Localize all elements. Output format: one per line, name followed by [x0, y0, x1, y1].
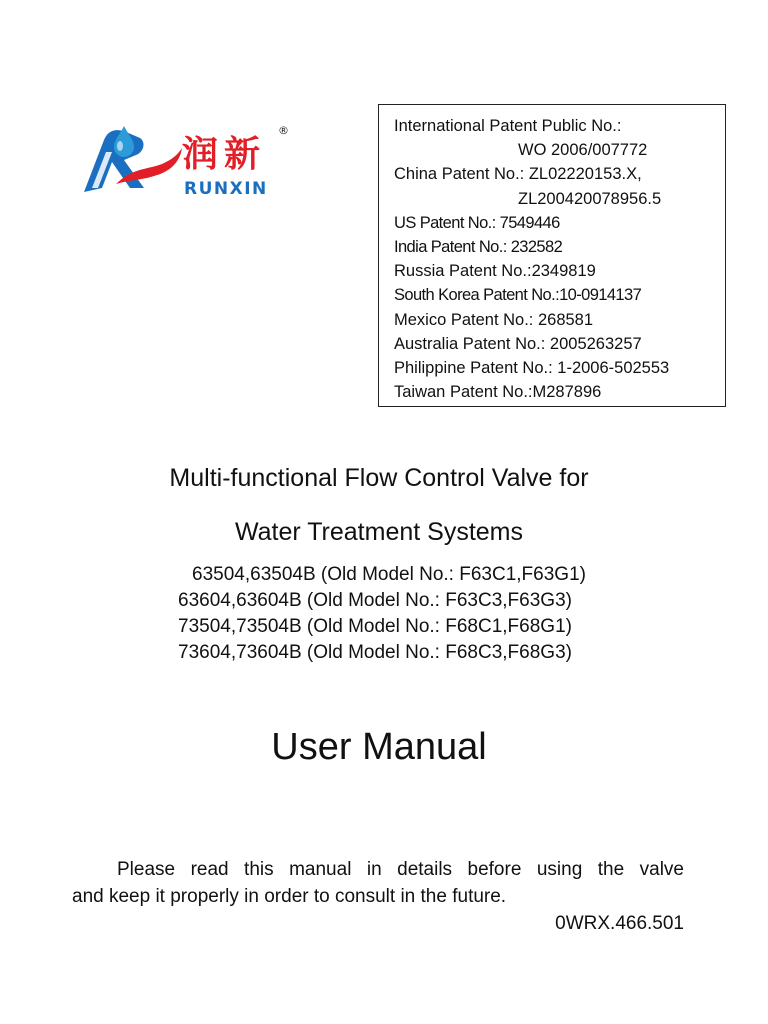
- patent-line: International Patent Public No.:: [394, 117, 622, 135]
- patent-line: Philippine Patent No.: 1-2006-502553: [394, 359, 670, 378]
- patent-line: Mexico Patent No.: 268581: [394, 310, 594, 329]
- notice-line-2: and keep it properly in order to consult in the future.: [72, 886, 507, 907]
- model-line: 63604,63604B (Old Model No.: F63C3,F63G3): [178, 590, 572, 611]
- manual-title: User Manual: [271, 726, 487, 768]
- patent-line: US Patent No.: 7549446: [394, 213, 560, 232]
- model-list: [0, 562, 750, 666]
- document-code: 0WRX.466.501: [555, 913, 684, 934]
- patent-line: China Patent No.: ZL02220153.X,: [394, 165, 642, 184]
- patent-line: India Patent No.: 232582: [394, 238, 563, 257]
- runxin-logo-mark: [82, 122, 292, 198]
- patent-info-box: [378, 104, 726, 407]
- product-title-line-1: Multi-functional Flow Control Valve for: [169, 464, 589, 492]
- model-line: 63504,63504B (Old Model No.: F63C1,F63G1): [192, 564, 586, 585]
- patent-line: South Korea Patent No.:10-0914137: [394, 286, 642, 305]
- runxin-logo: [82, 122, 292, 198]
- patent-line: Russia Patent No.:2349819: [394, 262, 596, 281]
- product-title-line-2: Water Treatment Systems: [234, 518, 524, 546]
- logo-blue-swoosh: [84, 130, 144, 192]
- logo-chinese-name: 润新: [182, 134, 267, 175]
- registered-mark: ®: [278, 124, 289, 137]
- model-line: 73504,73504B (Old Model No.: F68C1,F68G1): [178, 616, 572, 637]
- patent-line: Australia Patent No.: 2005263257: [394, 334, 642, 353]
- patent-line: WO 2006/007772: [518, 141, 648, 160]
- notice-line-1: Please read this manual in details before using the valve: [117, 859, 684, 880]
- patent-line: Taiwan Patent No.:M287896: [394, 383, 602, 402]
- model-line: 73604,73604B (Old Model No.: F68C3,F68G3): [178, 642, 572, 663]
- logo-brand-name: RUNXIN: [184, 179, 268, 198]
- usage-notice: [72, 856, 684, 937]
- patent-line: ZL200420078956.5: [518, 189, 662, 208]
